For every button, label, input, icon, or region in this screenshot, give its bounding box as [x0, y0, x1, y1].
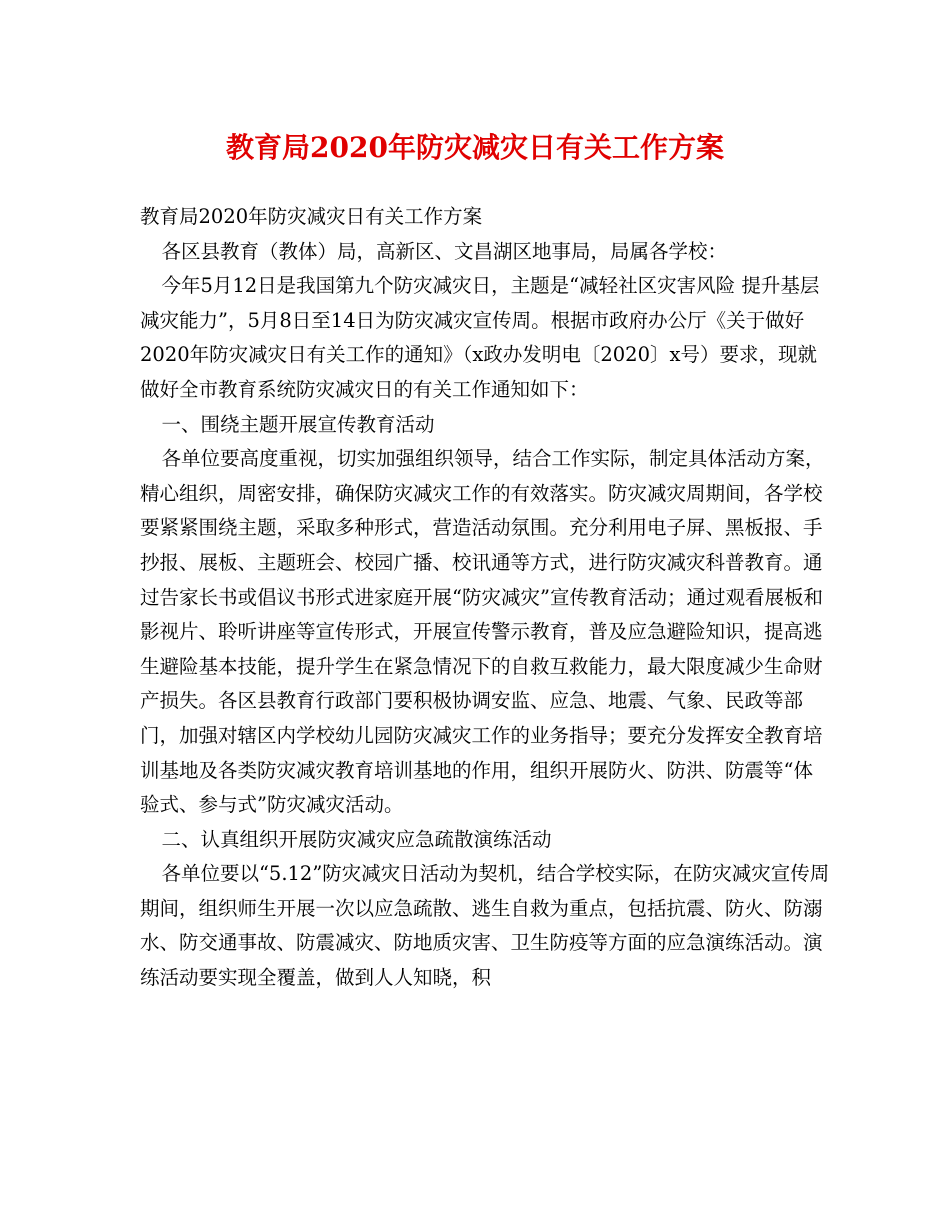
section-heading-2: 二、认真组织开展防灾减灾应急疏散演练活动 [161, 827, 552, 851]
addressee-paragraph: 各区县教育（教体）局，高新区、文昌湖区地事局，局属各学校： [161, 239, 727, 263]
document-body [140, 200, 830, 996]
subtitle-paragraph: 教育局2020年防灾减灾日有关工作方案 [140, 205, 483, 228]
section-heading-1: 一、围绕主题开展宣传教育活动 [161, 412, 435, 436]
section-2-paragraph: 各单位要以“5.12”防灾减灾日活动为契机，结合学校实际，在防灾减灾宣传周期间，组织师生开展一次以应急疏散、逃生自救为重点，包括抗震、防火、防溺水、防交通事故、防震减灾、防地质灾害、卫生防疫等方面的应急演练活动。演练活动要实现全覆盖，做到人人知晓，积 [140, 862, 830, 990]
intro-paragraph: 今年5月12日是我国第九个防灾减灾日，主题是“减轻社区灾害风险 提升基层减灾能力”，5月8日至14日为防灾减灾宣传周。根据市政府办公厅《关于做好2020年防灾减灾日有关工作的通知》（x政办发明电〔2020〕x号）要求，现就做好全市教育系统防灾减灾日的有关工作通知如下： [140, 274, 820, 401]
document-title: 教育局2020年防灾减灾日有关工作方案 [226, 131, 724, 164]
section-1-paragraph: 各单位要高度重视，切实加强组织领导，结合工作实际，制定具体活动方案，精心组织，周密安排，确保防灾减灾工作的有效落实。防灾减灾周期间，各学校要紧紧围绕主题，采取多种形式，营造活动氛围。充分利用电子屏、黑板报、手抄报、展板、主题班会、校园广播、校讯通等方式，进行防灾减灾科普教育。通过告家长书或倡议书形式进家庭开展“防灾减灾”宣传教育活动；通过观看展板和影视片、聆听讲座等宣传形式，开展宣传警示教育，普及应急避险知识，提高逃生避险基本技能，提升学生在紧急情况下的自救互救能力，最大限度减少生命财产损失。各区县教育行政部门要积极协调安监、应急、地震、气象、民政等部门，加强对辖区内学校幼儿园防灾减灾工作的业务指导；要充分发挥安全教育培训基地及各类防灾减灾教育培训基地的作用，组织开展防火、防洪、防震等“体验式、参与式”防灾减灾活动。 [140, 447, 825, 817]
